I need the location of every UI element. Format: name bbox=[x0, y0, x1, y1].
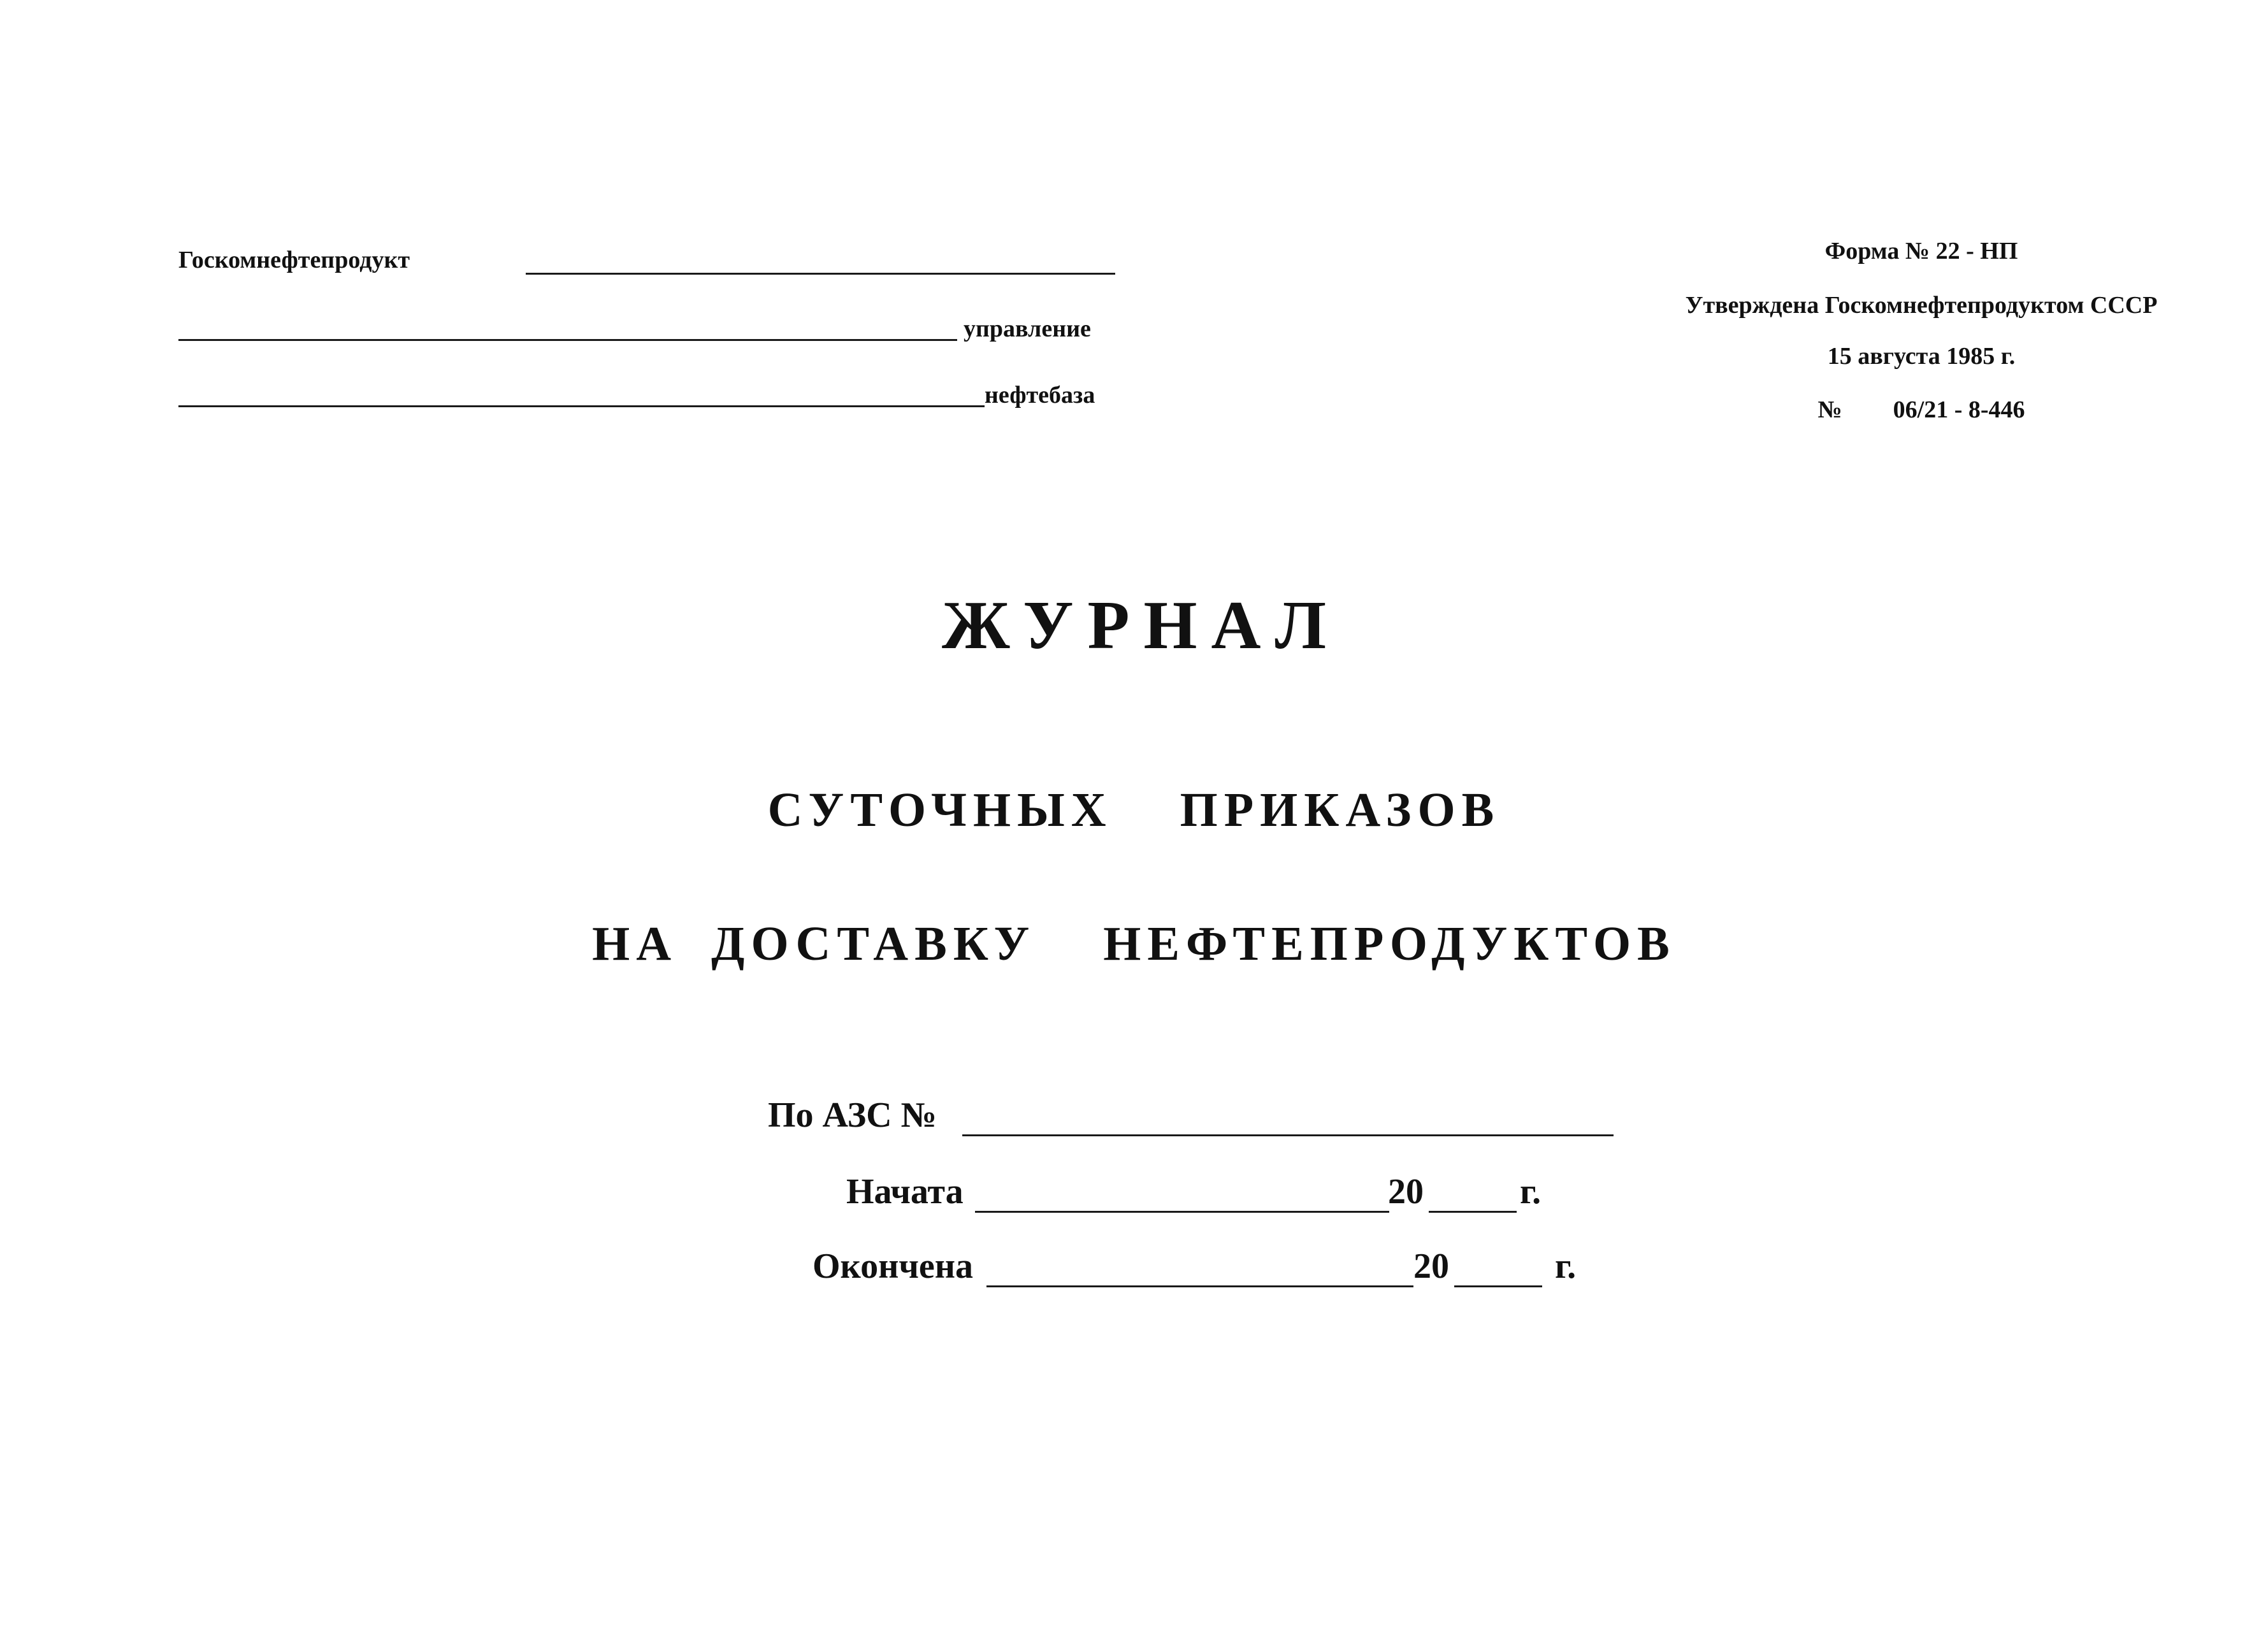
document-subtitle-line-2: НА ДОСТАВКУ НЕФТЕПРОДУКТОВ bbox=[592, 917, 1676, 971]
approval-date: 15 августа 1985 г. bbox=[1827, 343, 2016, 370]
ended-year-suffix: г. bbox=[1555, 1247, 1577, 1286]
form-number: Форма № 22 - НП bbox=[1824, 238, 2018, 264]
organization-blank-line bbox=[526, 273, 1115, 275]
started-century: 20 bbox=[1388, 1172, 1424, 1211]
started-year-field[interactable] bbox=[1429, 1211, 1517, 1213]
started-year-suffix: г. bbox=[1520, 1172, 1542, 1211]
ended-century: 20 bbox=[1413, 1247, 1449, 1286]
organization-name: Госкомнефтепродукт bbox=[178, 247, 410, 273]
document-title: ЖУРНАЛ bbox=[942, 588, 1340, 663]
ended-year-field[interactable] bbox=[1454, 1285, 1542, 1287]
approval-number: 06/21 - 8-446 bbox=[1893, 396, 2025, 423]
ended-date-field[interactable] bbox=[986, 1285, 1413, 1287]
department-blank-line bbox=[178, 339, 957, 341]
department-label: управление bbox=[964, 315, 1091, 342]
station-number-label: По АЗС № bbox=[768, 1096, 937, 1135]
ended-label: Окончена bbox=[813, 1247, 974, 1286]
started-date-field[interactable] bbox=[975, 1211, 1389, 1213]
depot-label: нефтебаза bbox=[985, 382, 1095, 409]
approval-number-row bbox=[1619, 396, 2224, 424]
started-label: Начата bbox=[846, 1172, 964, 1211]
station-number-field[interactable] bbox=[962, 1134, 1614, 1136]
document-subtitle-line-1: СУТОЧНЫХ ПРИКАЗОВ bbox=[767, 783, 1501, 837]
number-sign: № bbox=[1817, 396, 1842, 423]
depot-blank-line bbox=[178, 405, 985, 407]
approved-by: Утверждена Госкомнефтепродуктом СССР bbox=[1685, 292, 2158, 319]
